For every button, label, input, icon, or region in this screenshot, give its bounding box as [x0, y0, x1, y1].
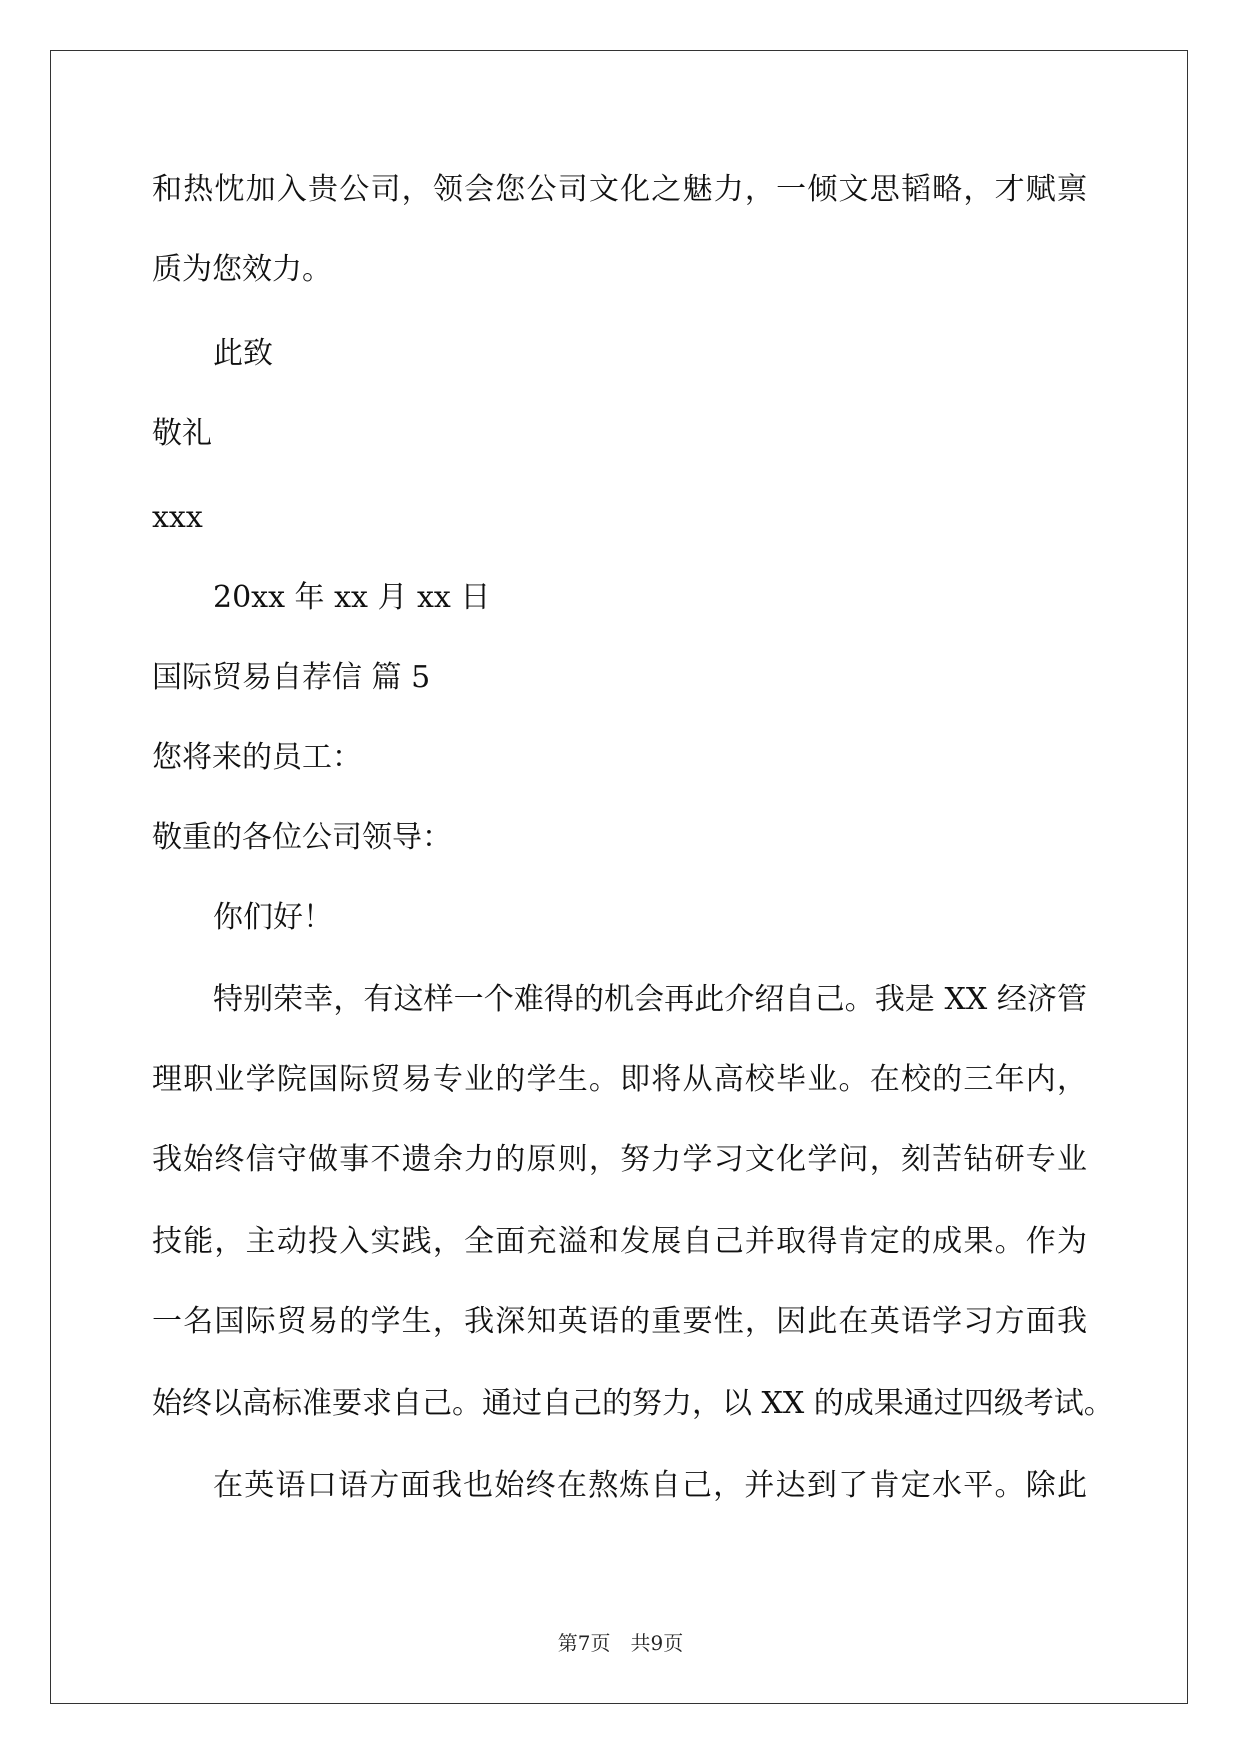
signature-name: xxx: [152, 500, 203, 535]
paragraph-line: 理职业学院国际贸易专业的学生。即将从高校毕业。在校的三年内，: [152, 1062, 1087, 1097]
paragraph-line: 一名国际贸易的学生，我深知英语的重要性，因此在英语学习方面我: [152, 1304, 1087, 1339]
closing-salutation: 此致: [213, 336, 273, 371]
page-total: 共9页: [630, 1631, 684, 1655]
page-number: 第7页: [557, 1631, 611, 1655]
letter-header-line: 您将来的员工：: [152, 740, 362, 775]
section-heading: 国际贸易自荐信 篇 5: [152, 660, 431, 695]
closing-regards: 敬礼: [152, 416, 212, 451]
paragraph-line: 质为您效力。: [152, 252, 332, 287]
letter-greeting: 你们好！: [213, 900, 333, 935]
page-border: [50, 50, 1188, 1704]
paragraph-line: 在英语口语方面我也始终在熬炼自己，并达到了肯定水平。除此: [213, 1468, 1087, 1503]
paragraph-line: 特别荣幸，有这样一个难得的机会再此介绍自己。我是 XX 经济管: [213, 982, 1087, 1017]
letter-date: 20xx 年 xx 月 xx 日: [213, 580, 491, 615]
paragraph-line: 技能，主动投入实践，全面充溢和发展自己并取得肯定的成果。作为: [152, 1224, 1087, 1259]
paragraph-line: 我始终信守做事不遗余力的原则，努力学习文化学问，刻苦钻研专业: [152, 1142, 1087, 1177]
paragraph-line: 始终以高标准要求自己。通过自己的努力，以 XX 的成果通过四级考试。: [152, 1386, 1114, 1421]
page-footer: [0, 1630, 1241, 1656]
paragraph-line: 和热忱加入贵公司，领会您公司文化之魅力，一倾文思韬略，才赋禀: [152, 172, 1087, 207]
letter-greeting-recipient: 敬重的各位公司领导：: [152, 820, 452, 855]
